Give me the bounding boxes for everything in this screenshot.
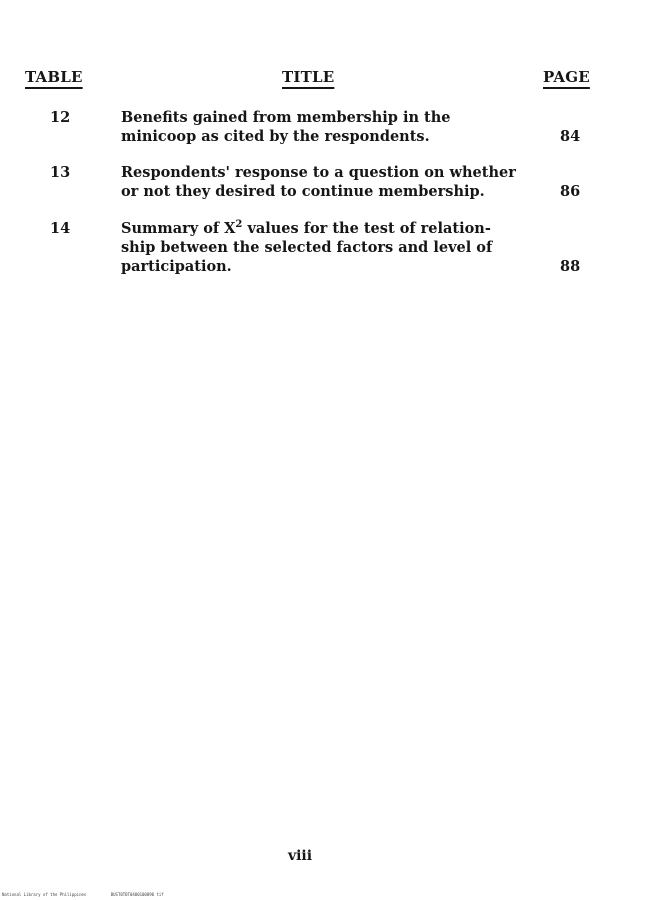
table-title (121, 219, 531, 276)
table-title-line: Benefits gained from membership in the (121, 109, 451, 126)
table-number: 13 (50, 164, 71, 181)
table-title-line: minicoop as cited by the respondents. (121, 128, 430, 145)
scan-footer (2, 892, 186, 897)
column-header-table: TABLE (25, 68, 83, 86)
title-text: values for the test of relation- (242, 220, 491, 237)
page-footer-number: viii (287, 848, 313, 864)
table-title-line: participation. (121, 258, 232, 275)
table-number: 12 (50, 109, 71, 126)
library-name: National Library of the Philippines (2, 892, 87, 897)
table-title-line: or not they desired to continue membership. (121, 183, 485, 200)
scan-code: BUST0TBT0400100090 tif (110, 892, 164, 897)
table-title (121, 163, 531, 201)
table-title-line (121, 219, 531, 238)
table-title (121, 108, 531, 146)
page-number: 88 (560, 258, 581, 275)
superscript: 2 (235, 219, 243, 231)
title-text: Summary of X (121, 220, 236, 237)
column-header-page: PAGE (543, 68, 590, 86)
table-title-line: ship between the selected factors and level of (121, 239, 493, 256)
page-number: 86 (560, 183, 581, 200)
page-number: 84 (560, 128, 581, 145)
table-number: 14 (50, 220, 71, 237)
table-title-line: Respondents' response to a question on whether (121, 164, 516, 181)
column-header-title: TITLE (282, 68, 335, 86)
